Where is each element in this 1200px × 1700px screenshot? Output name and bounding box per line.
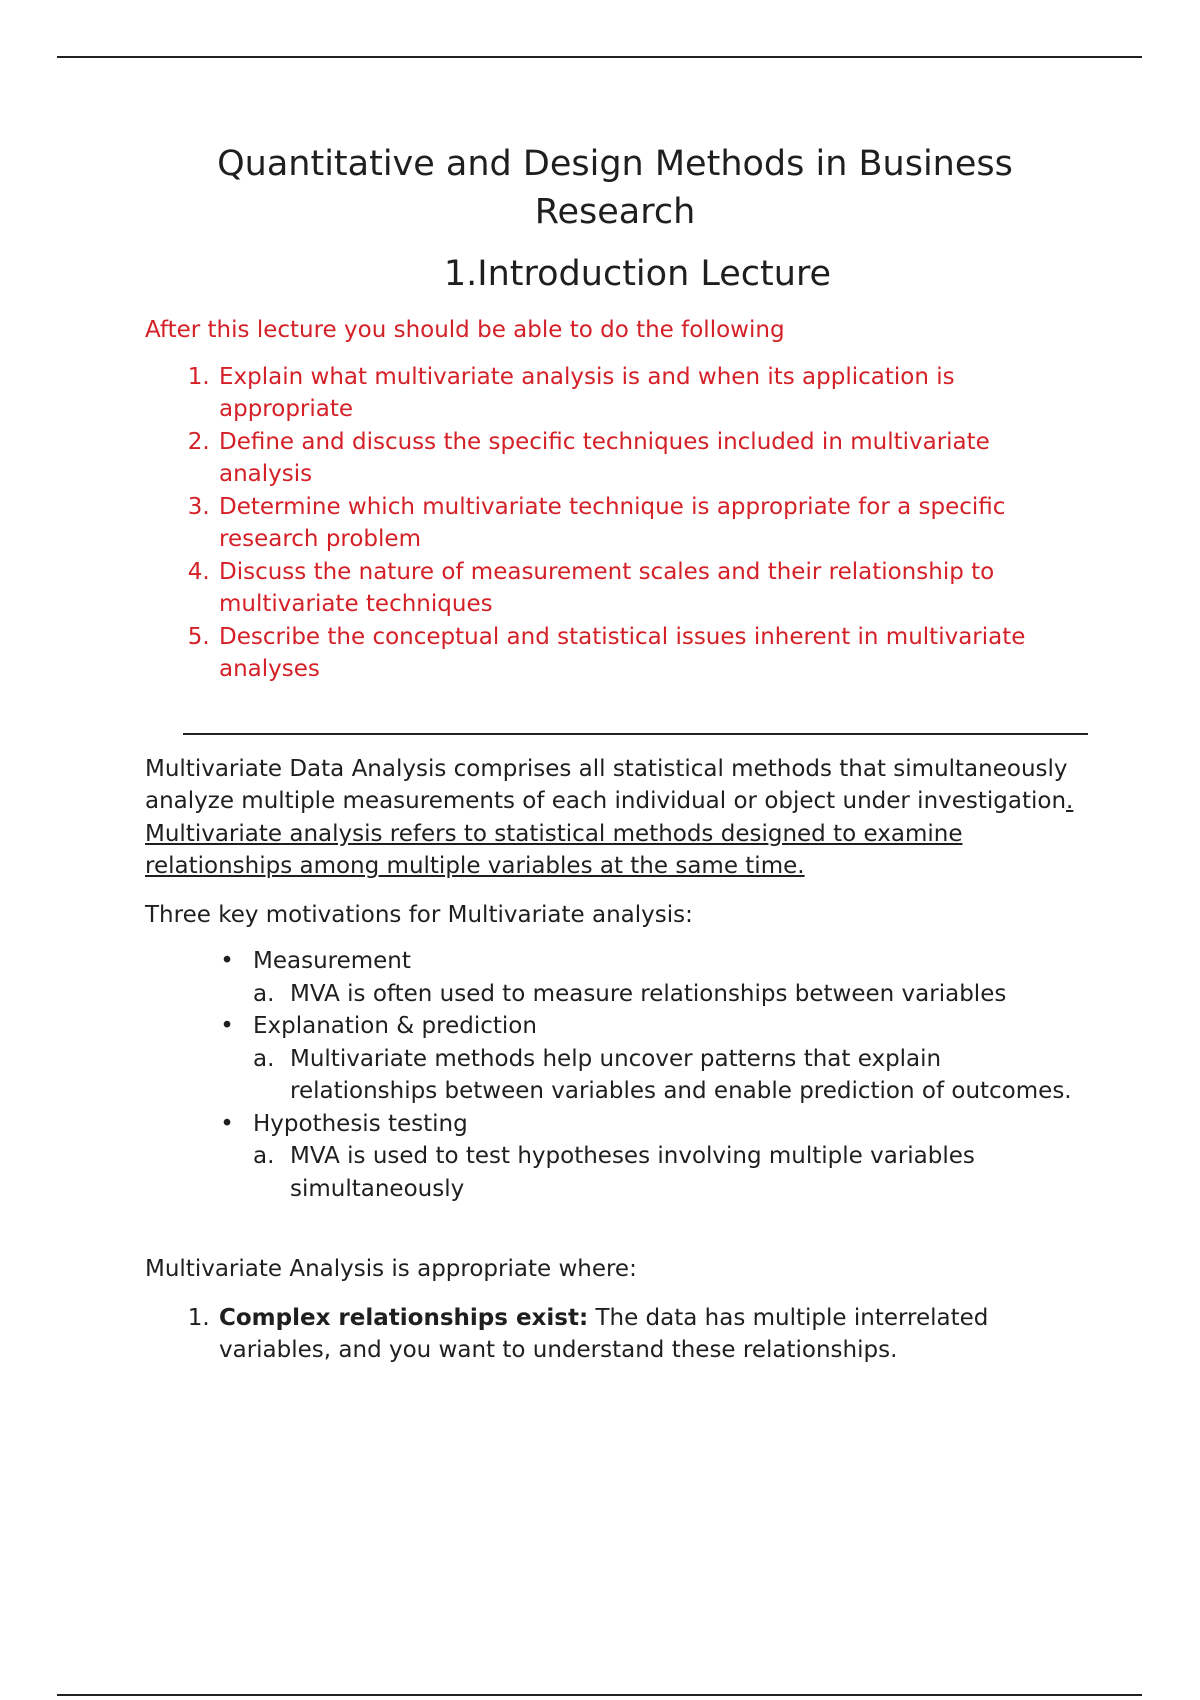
appropriate-heading: Multivariate Analysis is appropriate where:: [145, 1256, 637, 1282]
motivation-detail-text: Multivariate methods help uncover patterns that explain relationships between variables and enable prediction of outcomes.: [290, 1045, 1072, 1104]
motivation-detail-text: MVA is often used to measure relationships between variables: [290, 980, 1007, 1007]
sub-marker: a.: [253, 1045, 275, 1072]
motivations-list: [145, 945, 1090, 1205]
sub-marker: a.: [253, 1143, 275, 1169]
objective-item: 3. Determine which multivariate technique is appropriate for a specific research problem: [217, 491, 1090, 556]
bottom-rule: [57, 1694, 1142, 1696]
motivation-label: Explanation & prediction: [253, 1013, 537, 1039]
motivation-label: Measurement: [253, 948, 411, 974]
motivation-item: [217, 945, 1090, 1010]
appropriate-item-bold: Complex relationships exist:: [219, 1304, 589, 1331]
motivation-item: [217, 1010, 1090, 1108]
motivation-label: Hypothesis testing: [253, 1110, 468, 1137]
definition-underlined: . Multivariate analysis refers to statistical methods designed to examine relationships among multiple variables at the same time.: [145, 788, 1074, 879]
bullet-glyph: •: [220, 1013, 234, 1039]
document-title: Quantitative and Design Methods in Business Research: [217, 144, 1013, 232]
motivation-detail: [253, 1140, 1090, 1205]
objectives-intro: After this lecture you should be able to do the following: [145, 317, 785, 343]
appropriate-item-text: The data has multiple interrelated variables, and you want to understand these relationships.: [219, 1304, 989, 1363]
objectives-list: [145, 361, 1090, 686]
objective-item: 2. Define and discuss the specific techniques included in multivariate analysis: [217, 426, 1090, 491]
motivations-heading: Three key motivations for Multivariate analysis:: [145, 901, 693, 928]
motivation-detail: [253, 1043, 1090, 1108]
lecture-title: 1.Introduction Lecture: [443, 254, 832, 294]
bullet-glyph: •: [220, 1110, 234, 1137]
objective-item: 4. Discuss the nature of measurement scales and their relationship to multivariate techniques: [217, 556, 1090, 621]
definition-paragraph: [145, 753, 1090, 883]
section-divider: [183, 733, 1088, 735]
objective-item: 5. Describe the conceptual and statistical issues inherent in multivariate analyses: [217, 621, 1090, 686]
objective-item: 1. Explain what multivariate analysis is and when its application is appropriate: [217, 361, 1090, 426]
appropriate-list: [145, 1302, 1090, 1367]
motivation-item: [217, 1108, 1090, 1206]
appropriate-item: [217, 1302, 1090, 1367]
motivation-detail: [253, 978, 1090, 1011]
motivation-detail-text: MVA is used to test hypotheses involving multiple variables simultaneously: [290, 1143, 975, 1202]
sub-marker: a.: [253, 980, 275, 1007]
document-body: [145, 140, 1090, 1367]
top-rule: [57, 56, 1142, 58]
bullet-glyph: •: [220, 948, 234, 974]
definition-plain: Multivariate Data Analysis comprises all statistical methods that simultaneously analyze multiple measurements of each individual or object under investigation: [145, 755, 1068, 814]
